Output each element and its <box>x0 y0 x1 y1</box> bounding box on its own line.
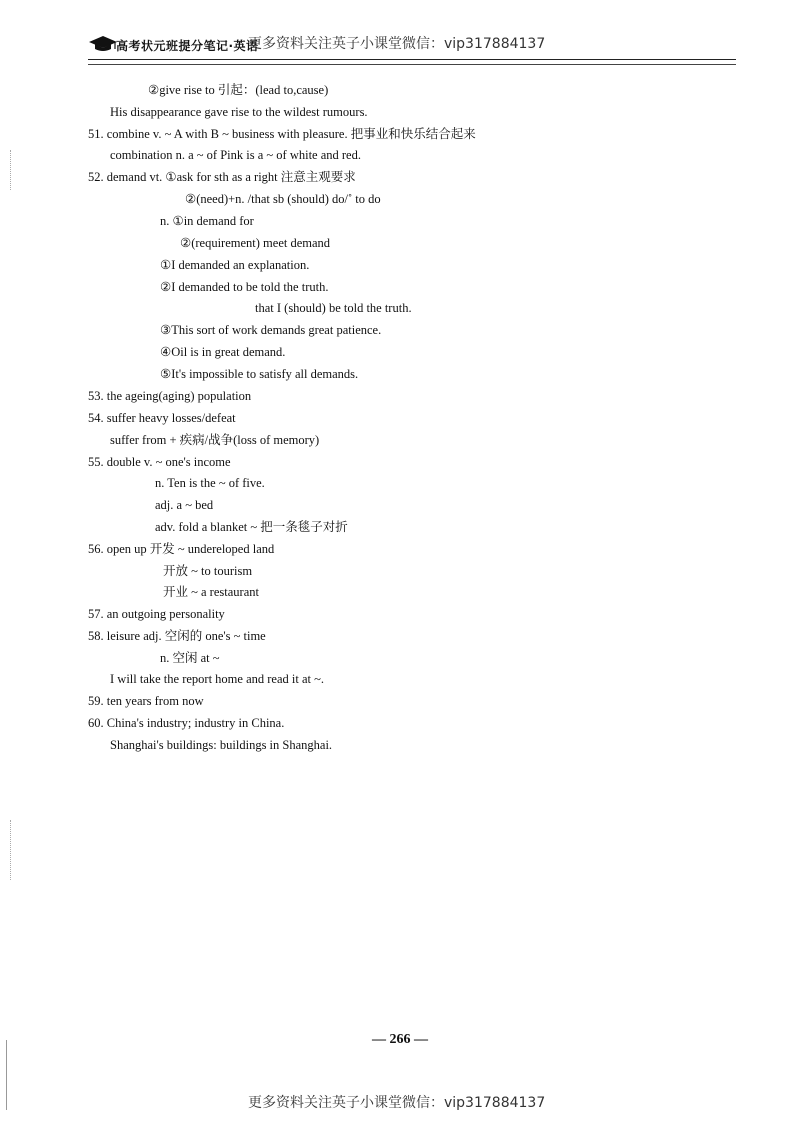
scan-mark <box>10 150 11 190</box>
text-line: 开放 ~ to tourism <box>163 564 253 578</box>
header-watermark: 更多资料关注英子小课堂微信：vip317884137 <box>248 36 546 52</box>
header-rule <box>88 59 736 60</box>
footer-watermark: 更多资料关注英子小课堂微信：vip317884137 <box>248 1095 546 1111</box>
text-line: n. 空闲 at ~ <box>160 651 220 665</box>
page-number: — 266 — <box>372 1032 428 1047</box>
text-line: ①I demanded an explanation. <box>160 258 310 272</box>
text-line: adv. fold a blanket ~ 把一条毯子对折 <box>155 520 348 534</box>
text-line: 52. demand vt. ①ask for sth as a right 注意主观要求 <box>88 170 356 184</box>
text-line: 53. the ageing(aging) population <box>88 389 252 403</box>
text-line: ⑤It's impossible to satisfy all demands. <box>160 367 359 381</box>
header-rule-thin <box>88 64 736 65</box>
scan-mark <box>10 820 11 880</box>
text-line: I will take the report home and read it at ~. <box>110 672 324 686</box>
text-line: ②(need)+n. /that sb (should) do/˚ to do <box>185 192 381 206</box>
text-line: 59. ten years from now <box>88 694 204 708</box>
header-title: 高考状元班提分笔记·英语 <box>116 39 259 53</box>
text-line: ②give rise to 引起：(lead to,cause) <box>148 83 329 97</box>
text-line: ②(requirement) meet demand <box>180 236 331 250</box>
text-line: 56. open up 开发 ~ undereloped land <box>88 542 275 556</box>
graduation-cap-icon <box>88 34 118 52</box>
text-line: ③This sort of work demands great patience. <box>160 323 382 337</box>
text-line: 55. double v. ~ one's income <box>88 455 231 469</box>
text-line: n. Ten is the ~ of five. <box>155 476 265 490</box>
text-line: 51. combine v. ~ A with B ~ business with pleasure. 把事业和快乐结合起来 <box>88 127 476 141</box>
text-line: 60. China's industry; industry in China. <box>88 716 285 730</box>
text-line: n. ①in demand for <box>160 214 254 228</box>
text-line: ②I demanded to be told the truth. <box>160 280 329 294</box>
text-line: suffer from + 疾病/战争(loss of memory) <box>110 433 320 447</box>
text-line: combination n. a ~ of Pink is a ~ of white and red. <box>110 148 361 162</box>
text-line: 57. an outgoing personality <box>88 607 225 621</box>
text-line: adj. a ~ bed <box>155 498 214 512</box>
scan-edge <box>6 1040 7 1110</box>
text-line: ④Oil is in great demand. <box>160 345 286 359</box>
text-line: that I (should) be told the truth. <box>255 301 412 315</box>
text-line: 开业 ~ a restaurant <box>163 585 259 599</box>
text-line: 58. leisure adj. 空闲的 one's ~ time <box>88 629 266 643</box>
text-line: His disappearance gave rise to the wildest rumours. <box>110 105 368 119</box>
text-line: 54. suffer heavy losses/defeat <box>88 411 236 425</box>
text-line: Shanghai's buildings: buildings in Shanghai. <box>110 738 333 752</box>
